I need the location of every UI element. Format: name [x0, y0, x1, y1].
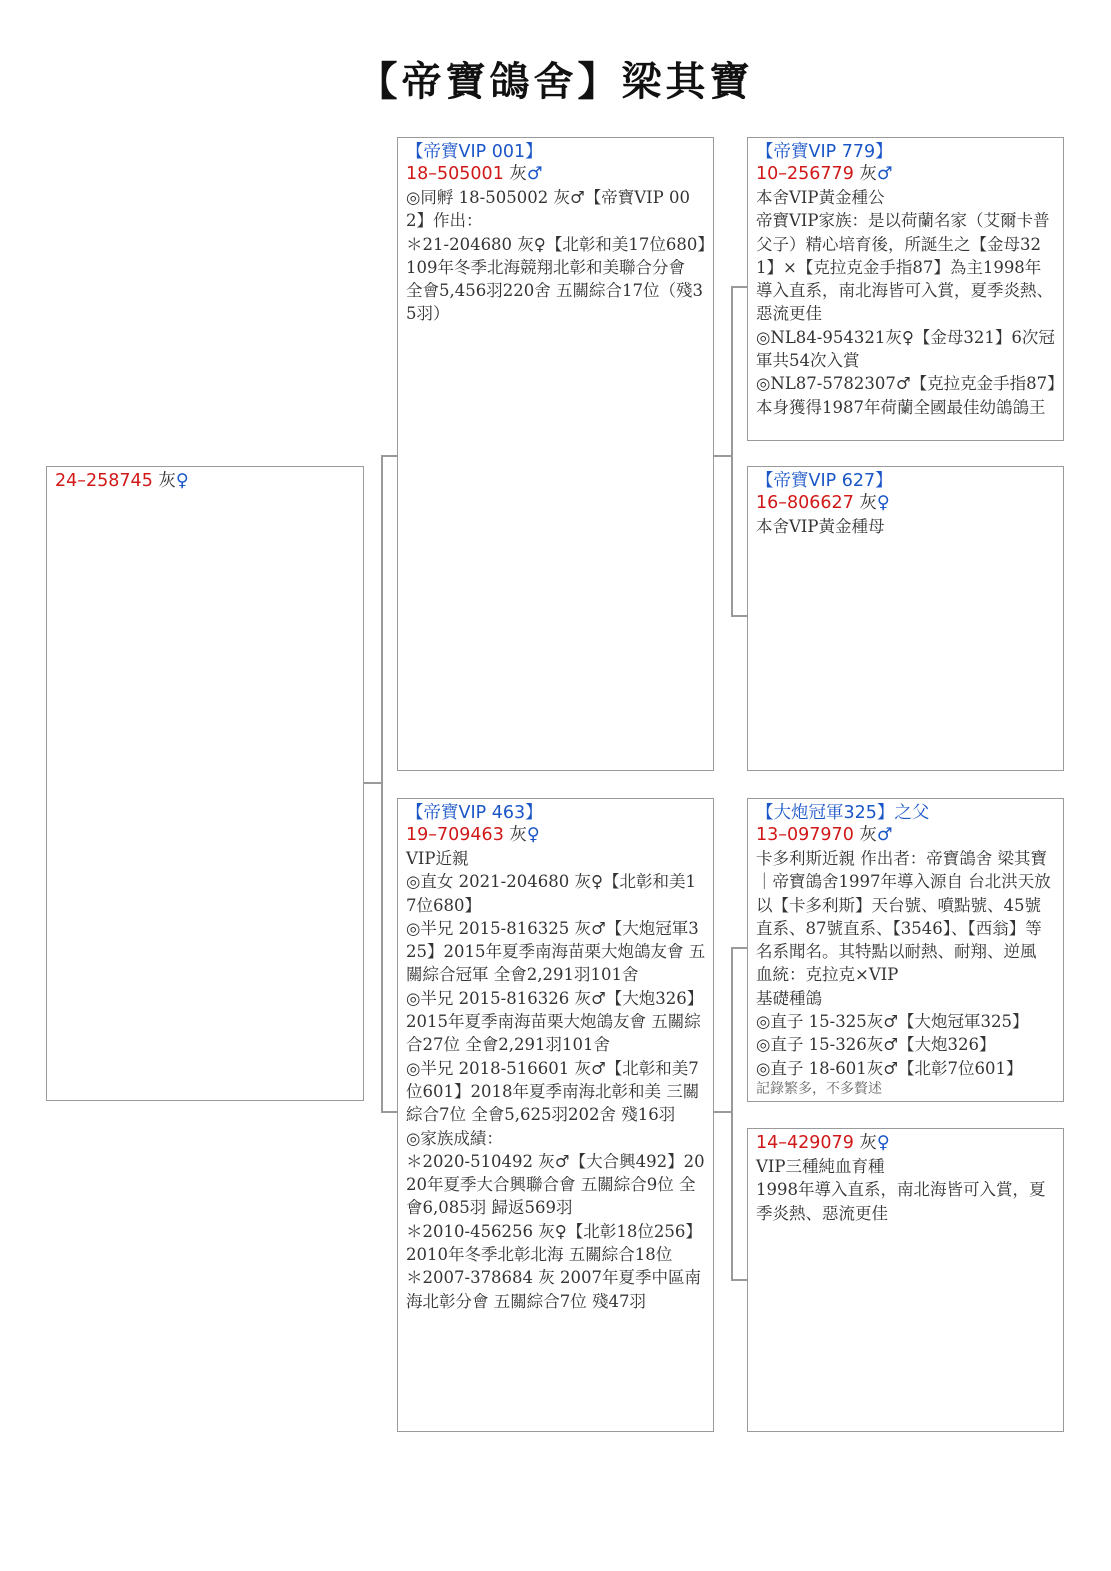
color-label: 灰 — [859, 825, 877, 845]
connector-line — [381, 1111, 398, 1113]
connector-line — [363, 782, 382, 784]
female-icon: ♀ — [876, 1133, 890, 1153]
pigeon-name: 【大炮冠軍325】之父 — [756, 803, 930, 823]
ring-number: 19–709463 灰♀ — [406, 825, 540, 845]
page-title: 【帝寶鴿舍】梁其寶 — [357, 59, 754, 105]
dam-dam-card — [747, 1128, 1064, 1432]
ring-number: 24–258745 灰♀ — [55, 471, 189, 491]
female-icon: ♀ — [876, 493, 890, 513]
male-icon: ♂ — [876, 164, 893, 184]
ring-number: 13–097970 灰♂ — [756, 825, 893, 845]
female-icon: ♀ — [526, 825, 540, 845]
ring-number: 18–505001 灰♂ — [406, 164, 543, 184]
connector-line — [731, 286, 733, 616]
pedigree-notes: 本舍VIP黃金種公 帝寶VIP家族：是以荷蘭名家（艾爾卡普父子）精心培育後，所誕生之【金母321】×【克拉克金手指87】為主1998年導入直系，南北海皆可入賞，夏季炎熱、惡流更佳 ◎NL84-954321灰♀【金母321】6次冠軍共54次入賞 ◎NL87-5782307♂【克拉克金手指87】本身獲得1987年荷蘭全國最佳幼鴿鴿王 — [756, 188, 1056, 417]
connector-line — [731, 947, 748, 949]
connector-line — [381, 455, 383, 1112]
male-icon: ♂ — [526, 164, 543, 184]
ring-number: 14–429079 灰♀ — [756, 1133, 890, 1153]
connector-line — [731, 1279, 748, 1281]
color-label: 灰 — [509, 164, 527, 184]
ring-number: 10–256779 灰♂ — [756, 164, 893, 184]
female-icon: ♀ — [175, 471, 189, 491]
dam-sire-card — [747, 798, 1064, 1102]
footnote: 記錄繁多，不多贅述 — [756, 1080, 882, 1097]
sire-dam-card — [747, 466, 1064, 771]
pedigree-notes: 卡多利斯近親 作出者：帝寶鴿舍 梁其寶 ｜帝寶鴿舍1997年導入源自 台北洪天放 以【卡多利斯】天台號、噴點號、45號直系、87號直系、【3546】、【西翁】等名系聞名。其特點以耐熱、耐翔、逆風 血統：克拉克×VIP 基礎種鴿 ◎直子 15-325灰♂【大炮冠軍325】 ◎直子 15-326灰♂【大炮326】 ◎直子 18-601灰♂【北彰7位601】 — [756, 849, 1051, 1078]
male-icon: ♂ — [876, 825, 893, 845]
connector-line — [731, 286, 748, 288]
pigeon-name: 【帝寶VIP 463】 — [406, 803, 543, 823]
connector-line — [381, 455, 398, 457]
connector-line — [713, 1111, 732, 1113]
connector-line — [731, 947, 733, 1280]
connector-line — [731, 615, 748, 617]
pigeon-name: 【帝寶VIP 779】 — [756, 142, 893, 162]
connector-line — [713, 455, 732, 457]
sire-card — [397, 137, 714, 771]
color-label: 灰 — [158, 471, 176, 491]
pedigree-notes: VIP三種純血育種 1998年導入直系，南北海皆可入賞，夏季炎熱、惡流更佳 — [756, 1157, 1046, 1223]
color-label: 灰 — [859, 1133, 877, 1153]
pigeon-name: 【帝寶VIP 627】 — [756, 471, 893, 491]
color-label: 灰 — [859, 164, 877, 184]
pedigree-notes: VIP近親 ◎直女 2021-204680 灰♀【北彰和美17位680】 ◎半兄 2015-816325 灰♂【大炮冠軍325】2015年夏季南海苗栗大炮鴿友會 五關綜合冠軍 全會2,291羽101舍 ◎半兄 2015-816326 灰♂【大炮326】2015年夏季南海苗栗大炮鴿友會 五關綜合27位 全會2,291羽101舍 ◎半兄 2018-516601 灰♂【北彰和美7位601】2018年夏季南海北彰和美 三關綜合7位 全會5,625羽202舍 殘16羽 ◎家族成績： ＊2020-510492 灰♂【大合興492】2020年夏季大合興聯合會 五關綜合9位 全會6,085羽 歸返569羽 ＊2010-456256 灰♀【北彰18位256】2010年冬季北彰北海 五關綜合18位 ＊2007-378684 灰 2007年夏季中區南海北彰分會 五關綜合7位 殘47羽 — [406, 849, 706, 1311]
pigeon-name: 【帝寶VIP 001】 — [406, 142, 543, 162]
ring-number: 16–806627 灰♀ — [756, 493, 890, 513]
color-label: 灰 — [509, 825, 527, 845]
dam-card — [397, 798, 714, 1432]
pedigree-notes: ◎同孵 18-505002 灰♂【帝寶VIP 002】作出： ＊21-204680 灰♀【北彰和美17位680】109年冬季北海競翔北彰和美聯合分會 全會5,456羽220舍 五關綜合17位（殘35羽） — [406, 188, 706, 324]
sire-sire-card — [747, 137, 1064, 441]
subject-card — [46, 466, 364, 1101]
color-label: 灰 — [859, 493, 877, 513]
pedigree-notes: 本舍VIP黃金種母 — [756, 517, 885, 536]
